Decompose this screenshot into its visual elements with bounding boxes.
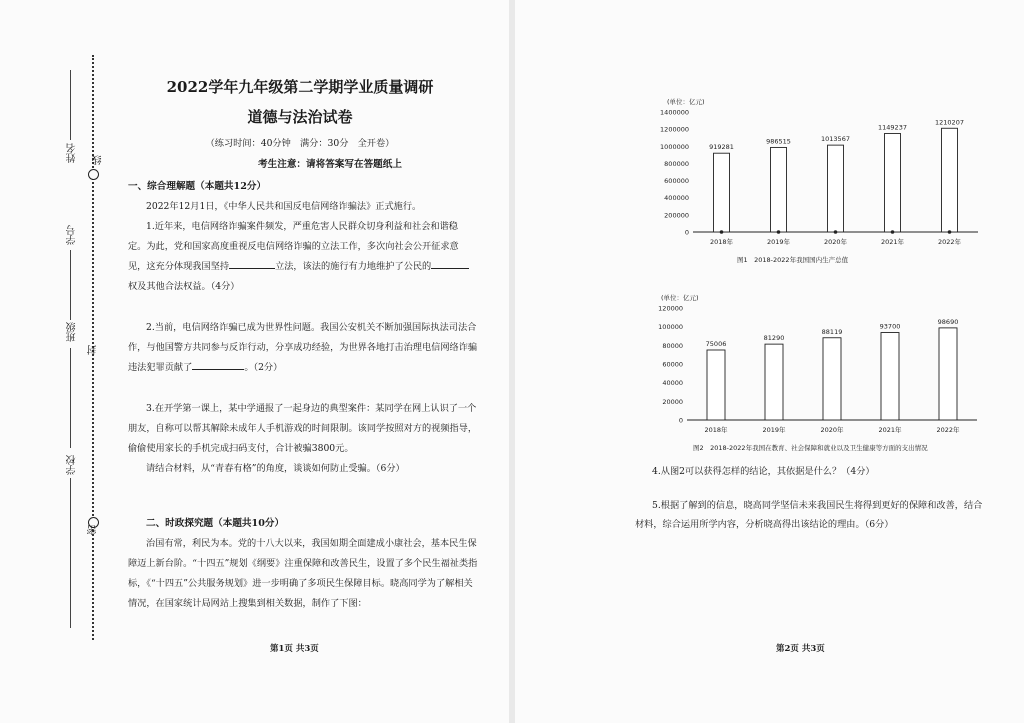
student-id-label: 学号 xyxy=(67,225,78,245)
x-tick-label: 2022年 xyxy=(937,238,962,246)
q5-line: 5.根据了解到的信息，晓高同学坚信未来我国民生将得到更好的保障和改善，结合 xyxy=(652,500,983,511)
exam-meta: （练习时间：40分钟 满分：30分 全开卷） xyxy=(205,138,395,149)
bar xyxy=(823,338,841,420)
section1-title: 一、综合理解题（本题共12分） xyxy=(128,181,267,192)
exam-page-1 xyxy=(0,0,509,723)
q1-line xyxy=(128,258,469,276)
exam-subtitle: 道德与法治试卷 xyxy=(247,108,353,126)
data-label: 98690 xyxy=(937,317,959,326)
y-tick-label: 20000 xyxy=(662,397,683,406)
x-tick-label: 2020年 xyxy=(820,426,844,434)
name-label: 姓名 xyxy=(67,143,78,163)
chart-livelihood-spending xyxy=(645,290,995,458)
bar xyxy=(765,344,783,420)
binding-mark-feng: 封 xyxy=(88,345,99,355)
s2-line: 治国有常，利民为本。党的十八大以来，我国如期全面建成小康社会，基本民生保 xyxy=(146,538,477,549)
exam-title: 2022学年九年级第二学期学业质量调研 xyxy=(166,78,434,96)
q5-line: 材料，综合运用所学内容，分析晓高得出该结论的理由。（6分） xyxy=(635,519,894,530)
page-footer: 第1页 共3页 xyxy=(270,644,319,654)
y-tick-label: 0 xyxy=(678,416,683,425)
q3-line: 偷偷使用家长的手机完成扫码支付，合计被骗3800元。 xyxy=(128,443,354,454)
y-tick-label: 1400000 xyxy=(660,108,689,117)
chart-caption: 图1 2018-2022年我国国内生产总值 xyxy=(737,256,849,264)
chart-caption: 图2 2018-2022年我国在教育、社会保障和就业以及卫生健康等方面的支出情况 xyxy=(693,444,928,452)
data-label: 1210207 xyxy=(935,118,964,127)
y-tick-label: 80000 xyxy=(662,341,683,350)
data-label: 93700 xyxy=(879,322,901,331)
bar xyxy=(771,147,787,232)
binding-mark-mi: 密 xyxy=(88,525,99,535)
y-tick-label: 100000 xyxy=(658,323,683,332)
data-label: 1013567 xyxy=(821,135,850,144)
binding-hole xyxy=(88,169,99,180)
q2-line: 2.当前，电信网络诈骗已成为世界性问题。我国公安机关不断加强国际执法司法合 xyxy=(146,322,477,333)
q4-line: 4.从图2可以获得怎样的结论，其依据是什么？（4分） xyxy=(652,466,875,477)
y-tick-label: 200000 xyxy=(664,211,689,220)
x-tick-label: 2021年 xyxy=(878,426,902,434)
binding-mark-xian: 线 xyxy=(93,155,104,165)
chart-gdp xyxy=(645,98,985,266)
bar xyxy=(939,328,957,420)
data-label: 1149237 xyxy=(878,123,907,132)
chart-unit-label: (单位：亿元) xyxy=(667,98,705,106)
q1-blank-2 xyxy=(431,268,469,269)
q2-text: 。（2分） xyxy=(244,362,283,373)
y-tick-label: 600000 xyxy=(664,177,689,186)
s2-line: 标，《“十四五”公共服务规划》进一步明确了多项民生保障目标。晓高同学为了解相关 xyxy=(128,578,473,589)
bar xyxy=(942,128,958,232)
bar-base-dot xyxy=(948,230,952,234)
y-tick-label: 120000 xyxy=(658,304,683,313)
section2-title: 二、时政探究题（本题共10分） xyxy=(146,518,285,529)
s1-intro: 2022年12月1日，《中华人民共和国反电信网络诈骗法》正式施行。 xyxy=(146,201,422,212)
y-tick-label: 60000 xyxy=(662,360,683,369)
page-footer: 第2页 共3页 xyxy=(776,644,825,654)
exam-notice: 考生注意：请将答案写在答题纸上 xyxy=(258,159,402,170)
x-tick-label: 2019年 xyxy=(766,238,791,246)
bar xyxy=(885,133,901,232)
data-label: 75006 xyxy=(705,339,727,348)
x-tick-label: 2022年 xyxy=(936,426,960,434)
x-tick-label: 2018年 xyxy=(709,238,734,246)
s2-line: 障迈上新台阶。“十四五”规划《纲要》注重保障和改善民生，设置了多个民生福祉类指 xyxy=(128,558,478,569)
bar xyxy=(881,333,899,420)
y-tick-label: 800000 xyxy=(664,159,689,168)
data-label: 986515 xyxy=(766,137,791,146)
class-blank-line xyxy=(70,348,71,448)
y-tick-label: 1200000 xyxy=(660,125,689,134)
q2-blank xyxy=(192,369,244,370)
y-tick-label: 400000 xyxy=(664,194,689,203)
exam-page-2 xyxy=(515,0,1024,723)
bar-base-dot xyxy=(720,230,724,234)
x-tick-label: 2019年 xyxy=(762,426,786,434)
s2-line: 情况，在国家统计局网站上搜集到相关数据，制作了下图： xyxy=(128,598,367,609)
y-tick-label: 1000000 xyxy=(660,142,689,151)
bar-base-dot xyxy=(777,230,781,234)
bar xyxy=(707,350,725,420)
data-label: 919281 xyxy=(709,143,734,152)
q1-line: 1.近年来，电信网络诈骗案件频发，严重危害人民群众切身利益和社会和谐稳 xyxy=(146,221,458,232)
q3-line: 3.在开学第一课上，某中学通报了一起身边的典型案件：某同学在网上认识了一个 xyxy=(146,403,477,414)
bar-base-dot xyxy=(891,230,895,234)
bar xyxy=(714,153,730,232)
q1-line: 权及其他合法权益。（4分） xyxy=(128,281,240,292)
x-tick-label: 2018年 xyxy=(704,426,728,434)
name-blank-line xyxy=(70,70,71,140)
q1-line: 定。为此，党和国家高度重视反电信网络诈骗的立法工作，多次向社会公开征求意 xyxy=(128,241,459,252)
q2-line: 作，与他国警方共同参与反诈行动，分享成功经验，为世界各地打击治理电信网络诈骗 xyxy=(128,342,478,353)
x-tick-label: 2020年 xyxy=(823,238,848,246)
class-label: 班级 xyxy=(67,322,78,342)
school-blank-line xyxy=(70,478,71,628)
student-id-blank-line xyxy=(70,250,71,320)
q1-text: 立法，该法的施行有力地维护了公民的 xyxy=(275,261,432,272)
y-tick-label: 40000 xyxy=(662,379,683,388)
bar xyxy=(828,145,844,232)
school-label: 学校 xyxy=(67,455,78,475)
q3-line: 请结合材料，从“青春有格”的角度，谈谈如何防止受骗。（6分） xyxy=(146,463,405,474)
x-tick-label: 2021年 xyxy=(880,238,905,246)
bar-base-dot xyxy=(834,230,838,234)
q1-blank-1 xyxy=(229,268,275,269)
chart-unit-label: (单位：亿元) xyxy=(661,294,699,302)
q2-text: 违法犯罪贡献了 xyxy=(128,362,193,373)
y-tick-label: 0 xyxy=(684,228,689,237)
q1-text: 见，这充分体现我国坚持 xyxy=(128,261,230,272)
q2-line xyxy=(128,359,282,377)
q3-line: 朋友，自称可以帮其解除未成年人手机游戏的时间限制。该同学按照对方的视频指导， xyxy=(128,423,478,434)
data-label: 88119 xyxy=(821,327,843,336)
data-label: 81290 xyxy=(763,334,785,343)
